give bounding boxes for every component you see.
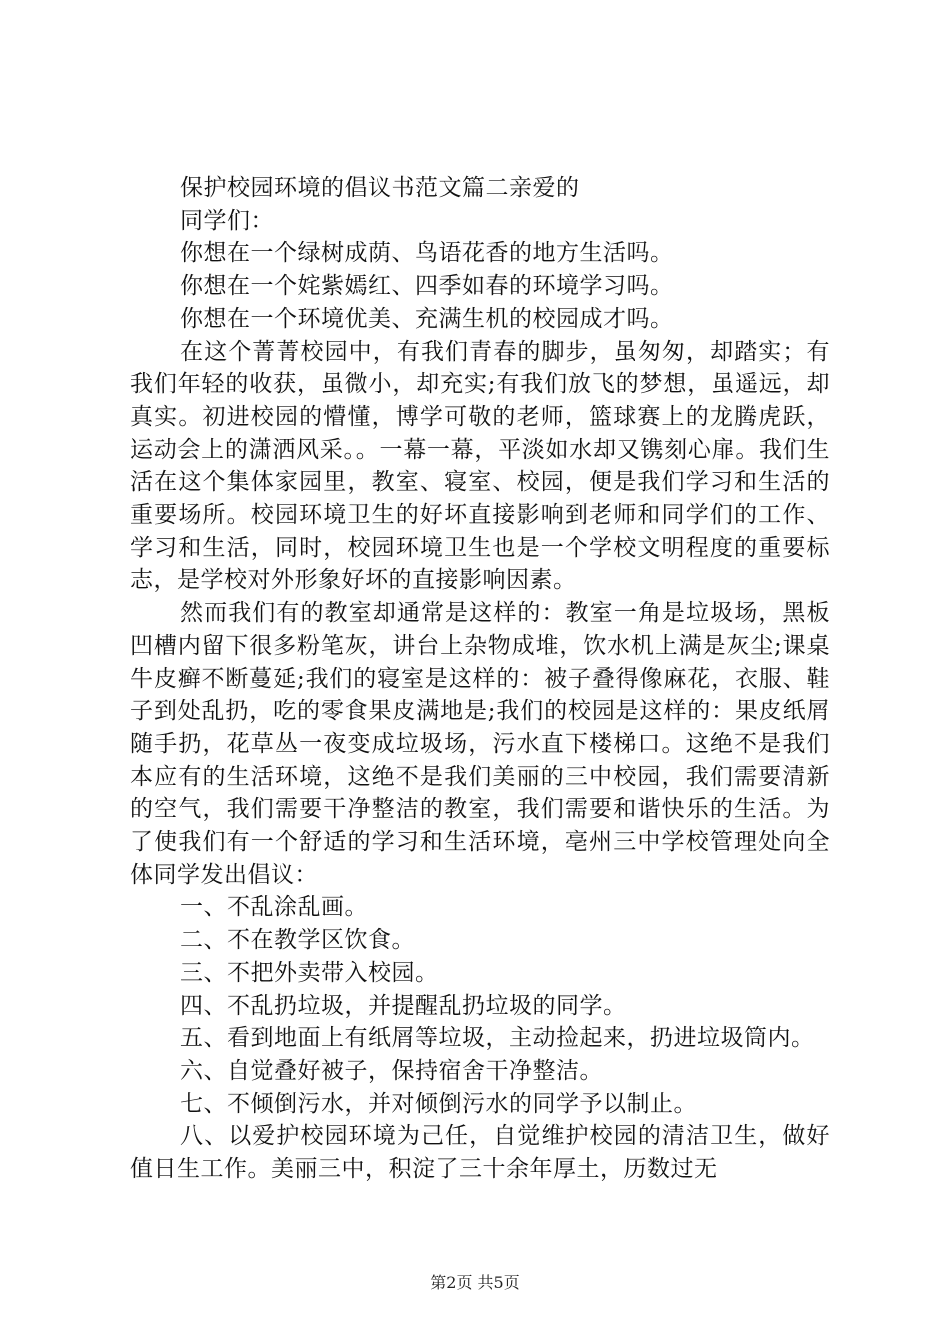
question-paragraph: 你想在一个环境优美、充满生机的校园成才吗。 [180, 305, 674, 332]
proposal-item: 二、不在教学区饮食。 [180, 927, 415, 954]
proposal-item: 七、不倾倒污水，并对倾倒污水的同学予以制止。 [180, 1090, 697, 1117]
salutation: 同学们： [180, 207, 274, 234]
body-paragraph: 然而我们有的教室却通常是这样的：教室一角是垃圾场，黑板凹槽内留下很多粉笔灰，讲台上杂物成堆，饮水机上满是灰尘;课桌牛皮癣不断蔓延;我们的寝室是这样的：被子叠得像麻花，衣服、鞋子到处乱扔，吃的零食果皮满地是;我们的校园是这样的：果皮纸屑随手扔，花草丛一夜变成垃圾场，污水直下楼梯口。这绝不是我们本应有的生活环境，这绝不是我们美丽的三中校园，我们需要清新的空气，我们需要干净整洁的教室，我们需要和谐快乐的生活。为了使我们有一个舒适的学习和生活环境，亳州三中学校管理处向全体同学发出倡议： [130, 600, 830, 888]
body-paragraph: 在这个菁菁校园中，有我们青春的脚步，虽匆匆，却踏实；有我们年轻的收获，虽微小，却充实;有我们放飞的梦想，虽遥远，却真实。初进校园的懵懂，博学可敬的老师，篮球赛上的龙腾虎跃，运动会上的潇洒风采。。一幕一幕，平淡如水却又镌刻心扉。我们生活在这个集体家园里，教室、寝室、校园，便是我们学习和生活的重要场所。校园环境卫生的好坏直接影响到老师和同学们的工作、学习和生活，同时，校园环境卫生也是一个学校文明程度的重要标志，是学校对外形象好坏的直接影响因素。 [130, 338, 830, 594]
proposal-item: 三、不把外卖带入校园。 [180, 959, 439, 986]
proposal-item: 六、自觉叠好被子，保持宿舍干净整洁。 [180, 1057, 603, 1084]
question-paragraph: 你想在一个绿树成荫、鸟语花香的地方生活吗。 [180, 240, 674, 267]
question-paragraph: 你想在一个姹紫嫣红、四季如春的环境学习吗。 [180, 273, 674, 300]
proposal-item: 一、不乱涂乱画。 [180, 894, 368, 921]
document-title-line: 保护校园环境的倡议书范文篇二亲爱的 [180, 175, 580, 201]
proposal-item: 八、以爱护校园环境为己任，自觉维护校园的清洁卫生，做好值日生工作。美丽三中，积淀了三十余年厚土，历数过无 [130, 1123, 830, 1183]
proposal-item: 五、看到地面上有纸屑等垃圾，主动捡起来，扔进垃圾筒内。 [180, 1025, 815, 1052]
document-body [130, 172, 830, 1186]
proposal-item: 四、不乱扔垃圾，并提醒乱扔垃圾的同学。 [180, 992, 627, 1019]
page-number-footer: 第2页 共5页 [430, 1273, 520, 1292]
